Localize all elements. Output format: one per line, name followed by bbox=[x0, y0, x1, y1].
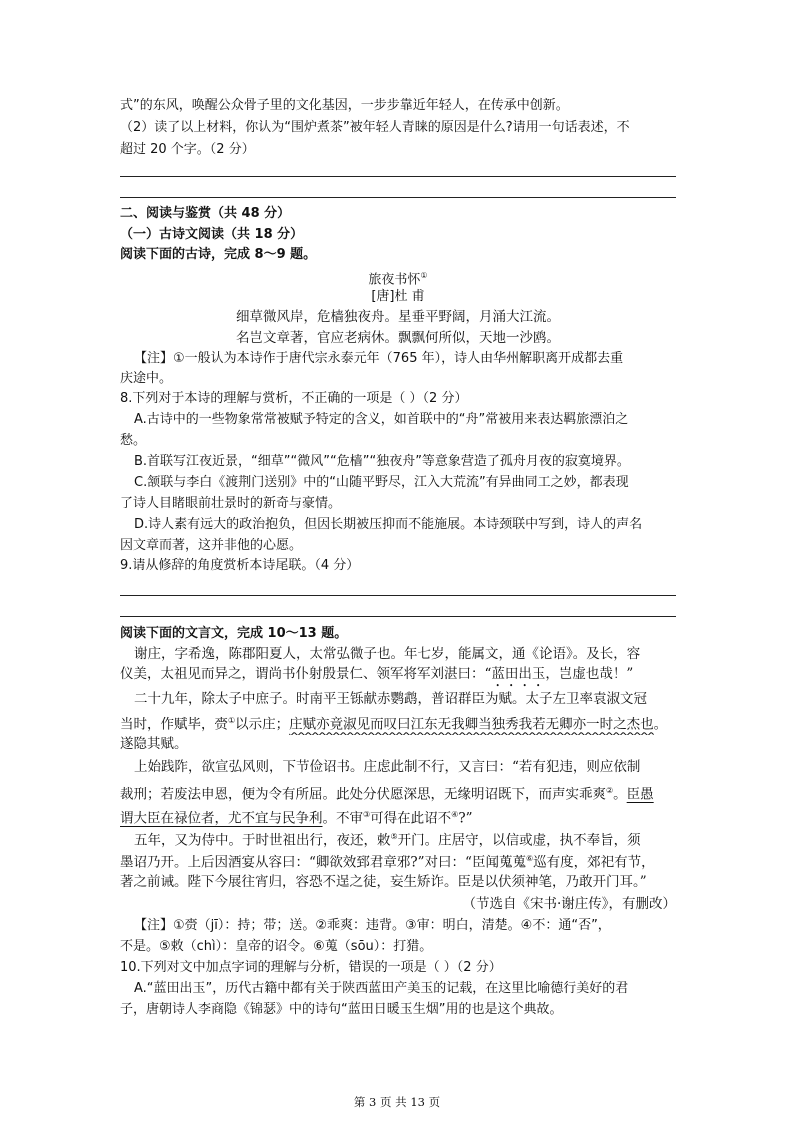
footnote-mark: ① bbox=[228, 716, 236, 725]
option-a: A.古诗中的一些物象常常被赋予特定的含义，如首联中的“舟”常被用来表达羁旅漂泊之 bbox=[134, 412, 629, 427]
option-d: 因文章而著，这并非他的心愿。 bbox=[120, 538, 303, 553]
prose-line: 著之前诫。陛下今展往宵归，容恐不逞之徒，妄生矫诈。臣是以伏须神笔，乃敢开门耳。” bbox=[120, 874, 647, 890]
question-10-stem: 10.下列对文中加点字词的理解与分析，错误的一项是（ ）（2 分） bbox=[120, 960, 502, 975]
prose-line: 谢庄，字希逸，陈郡阳夏人，太常弘微子也。年七岁，能属文，通《论语》。及长，容 bbox=[134, 646, 641, 662]
prose-text: 以示庄； bbox=[235, 716, 290, 733]
underlined-sentence: 臣愚 bbox=[626, 786, 654, 803]
poem-note: 庆途中。 bbox=[120, 371, 173, 386]
prose-text: 。不审 bbox=[322, 810, 363, 827]
footnote-mark: ④ bbox=[451, 810, 459, 819]
option-b: B.首联写江夜近景，“细草”“微风”“危樯”“独夜舟”等意象营造了孤舟月夜的寂寞境界。 bbox=[134, 454, 630, 469]
prose-text: ，岂虚也哉！” bbox=[545, 666, 634, 682]
footnote-mark: ② bbox=[606, 786, 614, 795]
footnote-mark: ⑥ bbox=[525, 854, 534, 863]
answer-line bbox=[120, 197, 676, 198]
poem-note: 【注】①一般认为本诗作于唐代宗永泰元年（765 年），诗人由华州解职离开成都去重 bbox=[134, 351, 624, 366]
footnote-mark: ① bbox=[420, 271, 428, 280]
prose-text: 。 bbox=[653, 716, 668, 733]
question-9-stem: 9.请从修辞的角度赏析本诗尾联。（4 分） bbox=[120, 558, 360, 573]
poem-line: 名岂文章著，官应老病休。飘飘何所似，天地一沙鸥。 bbox=[236, 330, 560, 346]
prose-line bbox=[120, 805, 676, 829]
prose-line: 上始践阼，欲宣弘风则，下节俭诏书。庄虑此制不行，又言曰：“若有犯违，则应依制 bbox=[134, 759, 641, 775]
prose-text: 开门。庄居守，以信或虚，执不奉旨，须 bbox=[397, 832, 641, 849]
option-d: D.诗人素有远大的政治抱负，但因长期被压抑而不能施展。本诗颈联中写到，诗人的声名 bbox=[134, 517, 643, 532]
answer-line bbox=[120, 595, 676, 596]
prose-text: 当时，作赋毕，赍 bbox=[120, 716, 228, 733]
prose-source: （节选自《宋书·谢庄传》，有删改） bbox=[462, 896, 676, 912]
page-footer: 第 3 页 共 13 页 bbox=[353, 1095, 441, 1109]
option-c: C.颔联与李白《渡荆门送别》中的“山随平野尽，江入大荒流”有异曲同工之妙，都表现 bbox=[134, 475, 629, 490]
prose-note: 【注】①赍（jī）：持；带；送。②乖爽：违背。③审：明白，清楚。④不：通“否”， bbox=[134, 918, 611, 933]
prose-text: 墨诏乃开。上后因酒宴从容曰：“卿欲效郅君章邪?”对曰：“臣闻蒐蒐 bbox=[120, 854, 526, 871]
dotted-phrase: 蓝田出玉 bbox=[491, 666, 546, 682]
prose-line bbox=[120, 711, 676, 735]
option-a: A.“蓝田出玉”，历代古籍中都有关于陕西蓝田产美玉的记载，在这里比喻德行美好的君 bbox=[134, 981, 629, 996]
text-line: 式”的东风，唤醒公众骨子里的文化基因，一步步靠近年轻人，在传承中创新。 bbox=[120, 98, 569, 113]
sub-heading: （一）古诗文阅读（共 18 分） bbox=[120, 227, 304, 242]
prose-note: 不是。⑤敕（chì）：皇帝的诏令。⑥蒐（sōu）：打猎。 bbox=[120, 939, 433, 954]
footnote-mark: ③ bbox=[363, 810, 371, 819]
prose-line bbox=[120, 664, 676, 690]
footnote-mark: ⑤ bbox=[390, 832, 398, 841]
prose-line: 二十九年，除太子中庶子。时南平王铄献赤鹦鹉，普诏群臣为赋。太子左卫率袁淑文冠 bbox=[134, 691, 647, 707]
poem-line: 细草微风岸，危樯独夜舟。星垂平野阔，月涌大江流。 bbox=[236, 309, 560, 325]
poem-title-text: 旅夜书怀 bbox=[368, 272, 421, 288]
question-2-line: 超过 20 个字。（2 分） bbox=[120, 142, 255, 157]
poem-author: [唐]杜 甫 bbox=[371, 289, 425, 304]
prose-text: 五年，又为侍中。于时世祖出行，夜还，敕 bbox=[134, 832, 391, 849]
prose-text: ?” bbox=[458, 810, 473, 827]
prose-line bbox=[134, 827, 676, 851]
question-2-line: （2）读了以上材料，你认为“围炉煮茶”被年轻人青睐的原因是什么?请用一句话表述，不 bbox=[120, 120, 630, 135]
prose-line bbox=[120, 781, 676, 805]
prose-text: 仪美，太祖见而异之，谓尚书仆射殷景仁、领军将军刘湛曰：“ bbox=[120, 666, 492, 682]
prose-text: 可得在此诏不 bbox=[370, 810, 452, 827]
answer-line bbox=[120, 176, 676, 177]
prose-text: 。 bbox=[613, 786, 627, 803]
prose-line bbox=[120, 849, 676, 873]
answer-line bbox=[120, 616, 676, 617]
prose-line: 遂隐其赋。 bbox=[120, 736, 188, 752]
underlined-sentence: 谓大臣在禄位者，尤不宜与民争利 bbox=[120, 810, 323, 827]
option-a: 子，唐朝诗人李商隐《锦瑟》中的诗句“蓝田日暖玉生烟”用的也是这个典故。 bbox=[120, 1002, 563, 1017]
prose-text: 巡有度，郊祀有节， bbox=[533, 854, 655, 871]
section-heading: 二、阅读与鉴赏（共 48 分） bbox=[120, 206, 291, 221]
wavy-underlined-sentence: 庄赋亦竟淑见而叹曰江东无我卿当独秀我若无卿亦一时之杰也 bbox=[289, 716, 654, 733]
question-8-stem: 8.下列对于本诗的理解与赏析，不正确的一项是（ ）（2 分） bbox=[120, 391, 468, 406]
prose-instruction: 阅读下面的文言文，完成 10～13 题。 bbox=[120, 626, 348, 641]
poem-instruction: 阅读下面的古诗，完成 8～9 题。 bbox=[120, 247, 317, 262]
prose-text: 裁刑；若废法申恩，便为令有所屈。此处分伏愿深思，无缘明诏既下，而声实乖爽 bbox=[120, 786, 606, 803]
option-c: 了诗人目睹眼前壮景时的新奇与豪情。 bbox=[120, 496, 342, 511]
option-a: 愁。 bbox=[120, 433, 147, 448]
